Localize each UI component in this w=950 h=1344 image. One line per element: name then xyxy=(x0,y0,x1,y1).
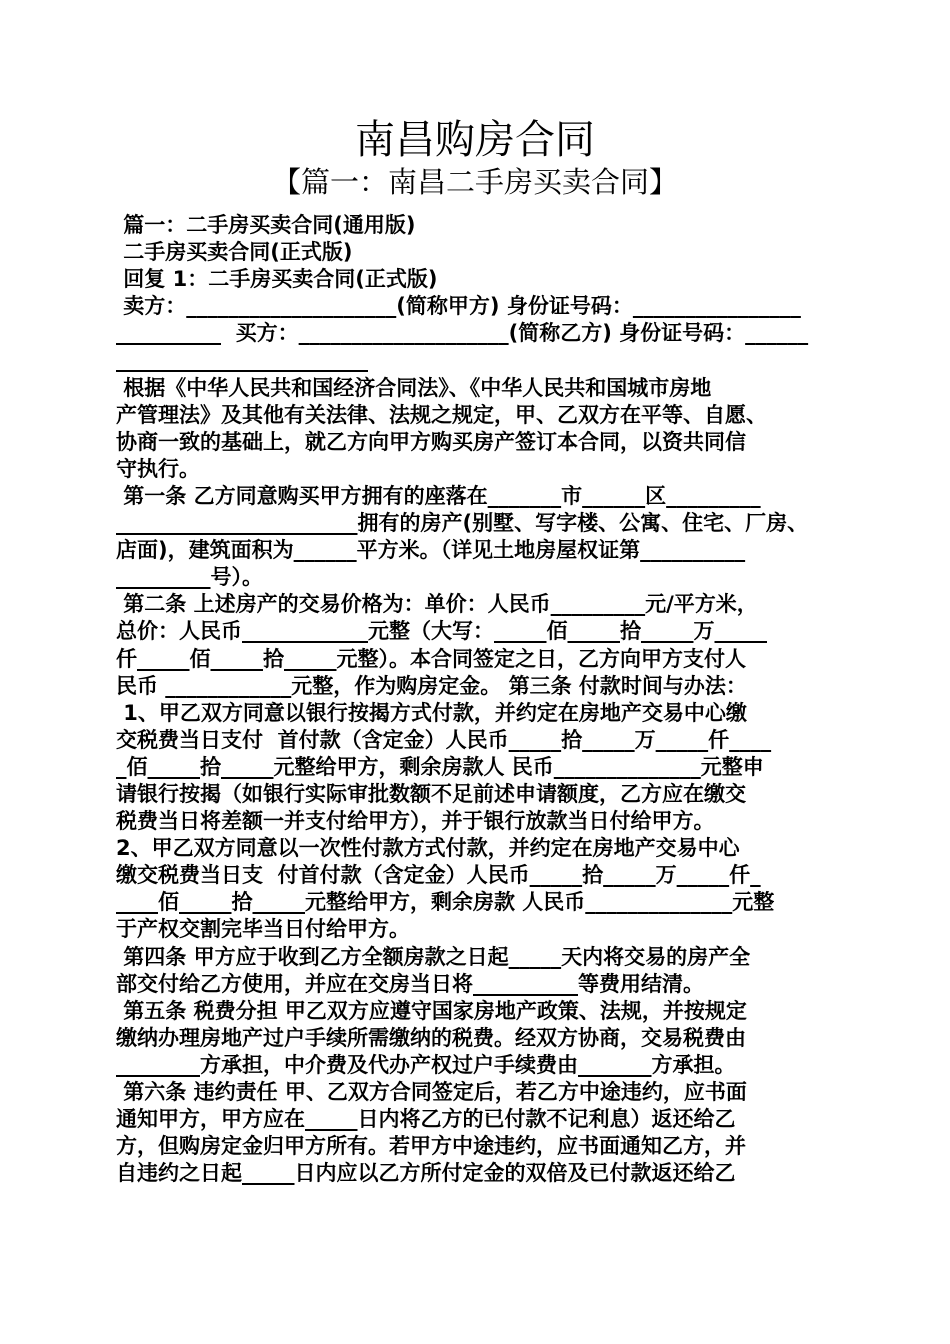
contract-line: 税费当日将差额一并支付给甲方），并于银行放款当日付给甲方。 xyxy=(116,809,715,834)
contract-line: 于产权交割完毕当日付给甲方。 xyxy=(116,917,410,942)
contract-line: 仟_____佰_____拾_____元整）。本合同签定之日，乙方向甲方支付人 xyxy=(116,646,746,671)
contract-line: 自违约之日起_____日内应以乙方所付定金的双倍及已付款返还给乙 xyxy=(116,1161,736,1186)
contract-line: ________________________ xyxy=(116,348,368,373)
contract-line: 请银行按揭（如银行实际审批数额不足前述申请额度，乙方应在缴交 xyxy=(116,781,746,806)
contract-body xyxy=(116,212,841,1187)
contract-line: 第五条 税费分担 甲乙双方应遵守国家房地产政策、法规，并按规定 xyxy=(116,998,747,1023)
contract-line: 通知甲方，甲方应在_____日内将乙方的已付款不记利息）返还给乙 xyxy=(116,1107,736,1132)
contract-line: 第四条 甲方应于收到乙方全额房款之日起_____天内将交易的房产全 xyxy=(116,944,751,969)
contract-line: 协商一致的基础上，就乙方向甲方购买房产签订本合同，以资共同信 xyxy=(116,429,746,454)
contract-line: 部交付给乙方使用，并应在交房当日将__________等费用结清。 xyxy=(116,971,704,996)
contract-line: 二手房买卖合同(正式版) xyxy=(116,240,353,265)
contract-line: 卖方：____________________(简称甲方) 身份证号码：________________ xyxy=(116,294,801,319)
contract-line: 方，但购房定金归甲方所有。若甲方中途违约，应书面通知乙方，并 xyxy=(116,1134,746,1159)
contract-line: _________号）。 xyxy=(116,565,263,590)
contract-line: 产管理法》及其他有关法律、法规之规定，甲、乙双方在平等、自愿、 xyxy=(116,402,767,427)
contract-line: _______________________拥有的房产(别墅、写字楼、公寓、住宅、厂房、 xyxy=(116,511,809,536)
contract-line: 店面)，建筑面积为______平方米。（详见土地房屋权证第__________ xyxy=(116,538,746,563)
contract-line: 民币 ____________元整，作为购房定金。 第三条 付款时间与办法： xyxy=(116,673,747,698)
contract-line: ____佰_____拾_____元整给甲方，剩余房款 人民币______________元整 xyxy=(116,890,775,915)
contract-line: 交税费当日支付 首付款（含定金）人民币_____拾_____万_____仟____ xyxy=(116,727,772,752)
contract-line: 守执行。 xyxy=(116,456,200,481)
contract-line: ________方承担，中介费及代办产权过户手续费由_______方承担。 xyxy=(116,1052,736,1077)
contract-line: 篇一：二手房买卖合同(通用版) xyxy=(116,213,416,237)
contract-line: 第二条 上述房产的交易价格为：单价：人民币_________元/平方米， xyxy=(116,592,758,617)
contract-line: _佰_____拾_____元整给甲方，剩余房款人 民币______________元整申 xyxy=(116,754,764,779)
contract-line: 回复 1：二手房买卖合同(正式版) xyxy=(116,267,438,292)
contract-line: 总价：人民币____________元整（大写：_____佰_____拾_____万_____ xyxy=(116,619,767,644)
document-title: 南昌购房合同 xyxy=(355,117,595,163)
document-subtitle: 【篇一：南昌二手房买卖合同】 xyxy=(271,165,678,199)
contract-line: 缴交税费当日支 付首付款（含定金）人民币_____拾_____万_____仟_ xyxy=(116,863,761,888)
contract-line: __________ 买方：____________________(简称乙方) 身份证号码：______ xyxy=(116,321,809,346)
contract-line: 1、甲乙双方同意以银行按揭方式付款，并约定在房地产交易中心缴 xyxy=(116,700,747,725)
contract-line: 2、甲乙双方同意以一次性付款方式付款，并约定在房地产交易中心 xyxy=(116,836,740,861)
contract-line: 根据《中华人民共和国经济合同法》、《中华人民共和国城市房地 xyxy=(116,375,712,400)
contract-line: 第六条 违约责任 甲、乙双方合同签定后，若乙方中途违约，应书面 xyxy=(116,1080,747,1104)
contract-line: 第一条 乙方同意购买甲方拥有的座落在_______市______区_________ xyxy=(116,483,761,508)
contract-line: 缴纳办理房地产过户手续所需缴纳的税费。经双方协商，交易税费由 xyxy=(116,1025,746,1050)
